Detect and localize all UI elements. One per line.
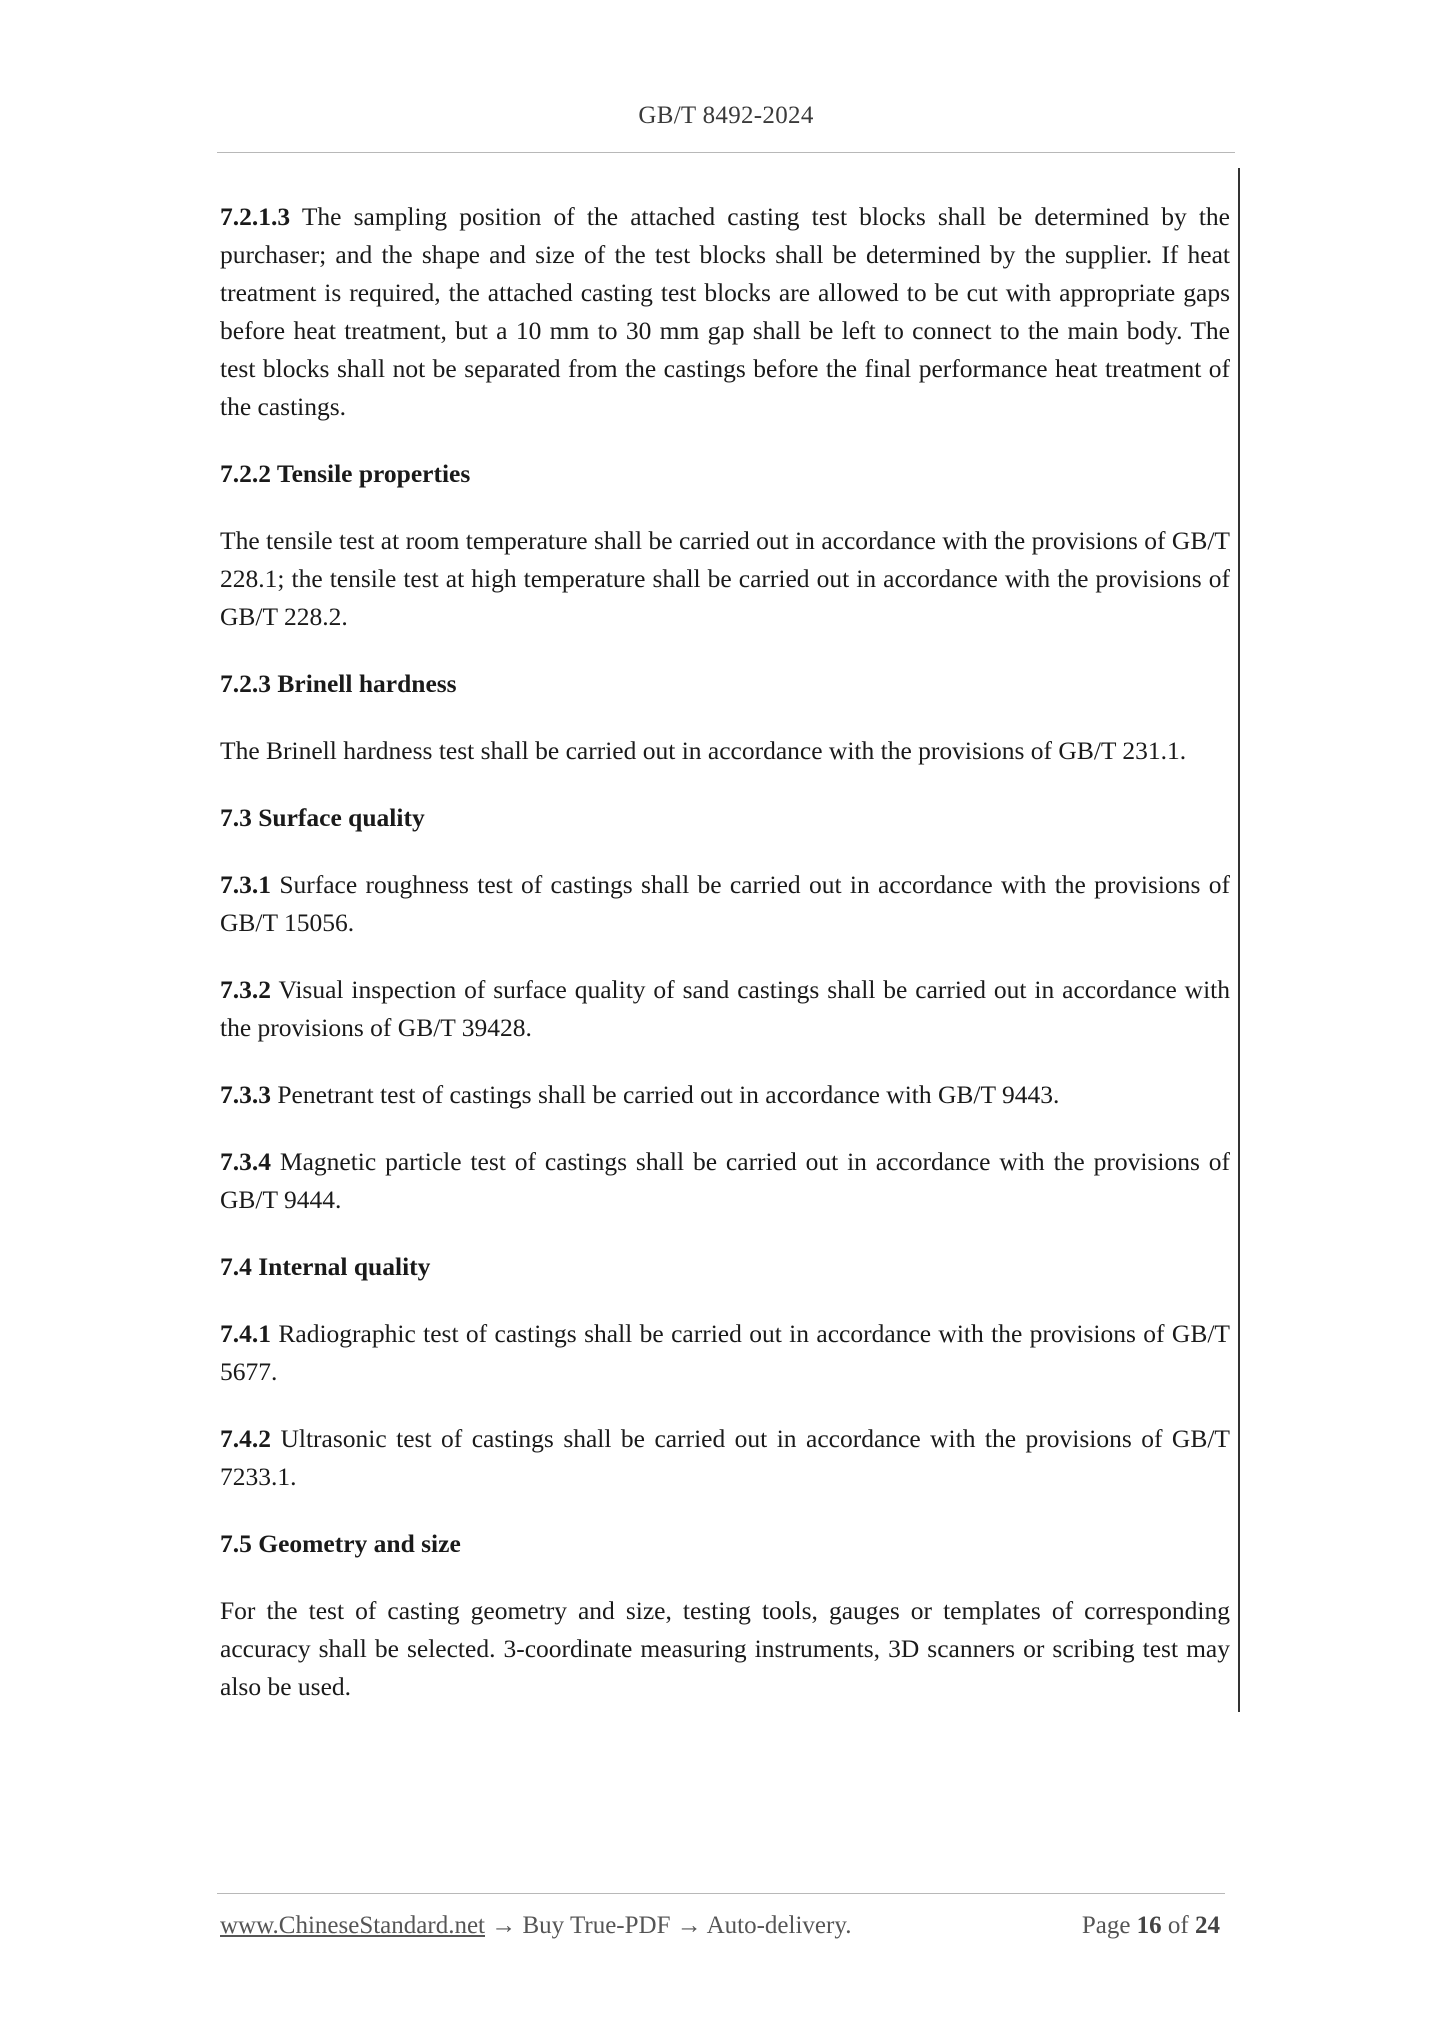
header-divider bbox=[217, 152, 1235, 153]
footer-promo-text: → Buy True-PDF → Auto-delivery. bbox=[485, 1912, 852, 1939]
heading-internal-quality: 7.4 Internal quality bbox=[220, 1252, 431, 1281]
paragraph-geometry-test: For the test of casting geometry and size, testing tools, gauges or templates of corresponding accuracy shall be selected. 3-coordinate measuring instruments, 3D scanners or scribing test may also be used. bbox=[220, 1596, 1230, 1701]
website-link[interactable]: www.ChineseStandard.net bbox=[220, 1912, 485, 1939]
heading-surface-quality: 7.3 Surface quality bbox=[220, 803, 425, 832]
paragraph-7-3-2: 7.3.2 Visual inspection of surface quality of sand castings shall be carried out in accordance with the provisions of GB/T 39428. bbox=[220, 975, 1230, 1042]
revision-change-bar bbox=[1238, 168, 1240, 1712]
total-page-count: 24 bbox=[1195, 1912, 1220, 1939]
paragraph-7-4-2: 7.4.2 Ultrasonic test of castings shall be carried out in accordance with the provisions of GB/T 7233.1. bbox=[220, 1424, 1231, 1491]
footer-promo bbox=[220, 1912, 851, 1940]
document-body bbox=[220, 198, 1230, 1735]
paragraph-tensile-test: The tensile test at room temperature shall be carried out in accordance with the provisions of GB/T 228.1; the tensile test at high temperature shall be carried out in accordance with the provisions of GB/T 228.2. bbox=[220, 526, 1230, 631]
footer-divider bbox=[217, 1893, 1225, 1894]
current-page-number: 16 bbox=[1136, 1912, 1162, 1939]
paragraph-7-3-3: 7.3.3 Penetrant test of castings shall be carried out in accordance with GB/T 9443. bbox=[220, 1080, 1060, 1109]
paragraph-7-2-1-3: 7.2.1.3 The sampling position of the attached casting test blocks shall be determined by the purchaser; and the shape and size of the test blocks shall be determined by the supplier. If heat treatment is required, the attached casting test blocks are allowed to be cut with appropriate gaps before heat treatment, but a 10 mm to 30 mm gap shall be left to connect to the main body. The test blocks shall not be separated from the castings before the final performance heat treatment of the castings. bbox=[220, 202, 1230, 421]
heading-tensile-properties: 7.2.2 Tensile properties bbox=[220, 459, 471, 488]
paragraph-7-3-4: 7.3.4 Magnetic particle test of castings shall be carried out in accordance with the provisions of GB/T 9444. bbox=[220, 1147, 1231, 1214]
heading-brinell-hardness: 7.2.3 Brinell hardness bbox=[220, 669, 457, 698]
paragraph-brinell-test: The Brinell hardness test shall be carried out in accordance with the provisions of GB/T 231.1. bbox=[220, 736, 1187, 765]
page-indicator: Page 16 of 24 bbox=[1081, 1912, 1220, 1939]
paragraph-7-4-1: 7.4.1 Radiographic test of castings shall be carried out in accordance with the provisions of GB/T 5677. bbox=[220, 1319, 1231, 1386]
heading-geometry-and-size: 7.5 Geometry and size bbox=[220, 1529, 461, 1558]
page-header: GB/T 8492-2024 bbox=[638, 102, 814, 129]
paragraph-7-3-1: 7.3.1 Surface roughness test of castings shall be carried out in accordance with the provisions of GB/T 15056. bbox=[220, 870, 1230, 937]
